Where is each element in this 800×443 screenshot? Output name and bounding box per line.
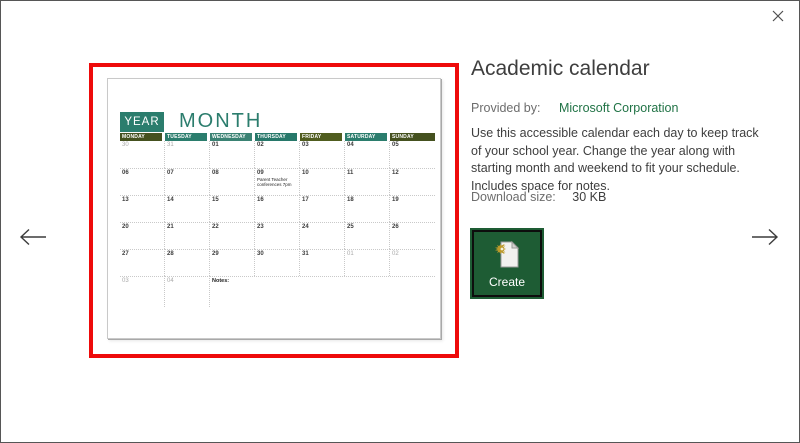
download-size-row	[471, 190, 606, 204]
arrow-right-icon	[751, 228, 779, 246]
calendar-grid	[120, 133, 435, 307]
calendar-date-cell: 13	[120, 195, 165, 222]
next-template-button[interactable]	[746, 222, 784, 252]
calendar-date-cell: 28	[165, 249, 210, 276]
calendar-date-cell: 01	[210, 141, 255, 168]
calendar-date-cell: 18	[345, 195, 390, 222]
template-preview	[107, 78, 441, 339]
calendar-date-cell: 29	[210, 249, 255, 276]
calendar-date-cell: 02	[390, 249, 435, 276]
calendar-date-cell: 12	[390, 168, 435, 195]
calendar-date-cell: 06	[120, 168, 165, 195]
calendar-date-cell: 23	[255, 222, 300, 249]
provided-by-label: Provided by:	[471, 101, 541, 115]
calendar-date-cell: 10	[300, 168, 345, 195]
calendar-date-cell: 08	[210, 168, 255, 195]
calendar-date-cell: 27	[120, 249, 165, 276]
calendar-date-cell: 16	[255, 195, 300, 222]
calendar-date-cell: 07	[165, 168, 210, 195]
calendar-year-label: YEAR	[120, 112, 164, 132]
calendar-date-cell: 31	[165, 141, 210, 168]
template-description: Use this accessible calendar each day to keep track of your school year. Change the year along with starting month and weekend to fit your schedule. Includes space for notes.	[471, 126, 759, 193]
calendar-date-cell: 14	[165, 195, 210, 222]
calendar-day-header: TUESDAY	[165, 133, 207, 141]
calendar-date-cell: 01	[345, 249, 390, 276]
template-title: Academic calendar	[471, 57, 650, 80]
calendar-date-cell: 25	[345, 222, 390, 249]
calendar-date-cell: 04	[345, 141, 390, 168]
calendar-date-cell: 26	[390, 222, 435, 249]
create-button[interactable]	[472, 230, 542, 297]
calendar-date-cell: 31	[300, 249, 345, 276]
calendar-date-cell: 02	[255, 141, 300, 168]
create-button-label: Create	[488, 275, 526, 289]
calendar-date-cell: 03	[120, 276, 165, 307]
close-button[interactable]	[766, 4, 790, 28]
download-size-value: 30 KB	[572, 190, 607, 204]
provider-link[interactable]: Microsoft Corporation	[558, 101, 679, 115]
calendar-date-cell: 04	[165, 276, 210, 307]
calendar-date-cell: 15	[210, 195, 255, 222]
calendar-day-header: MONDAY	[120, 133, 162, 141]
calendar-date-cell: 22	[210, 222, 255, 249]
calendar-date-cell: 09 Parent Teacher conferences 7pm	[255, 168, 300, 195]
previous-template-button[interactable]	[14, 222, 52, 252]
provided-by-row	[471, 101, 678, 115]
calendar-day-header: WEDNESDAY	[210, 133, 252, 141]
calendar-date-cell: 21	[165, 222, 210, 249]
calendar-month-label: MONTH	[179, 110, 263, 132]
calendar-date-cell: 30	[255, 249, 300, 276]
calendar-date-cell: 19	[390, 195, 435, 222]
document-icon	[493, 238, 521, 273]
calendar-notes-cell: Notes:	[210, 276, 435, 307]
calendar-day-header: SATURDAY	[345, 133, 387, 141]
calendar-date-cell: 20	[120, 222, 165, 249]
arrow-left-icon	[19, 228, 47, 246]
calendar-day-header: FRIDAY	[300, 133, 342, 141]
download-size-label: Download size:	[471, 190, 556, 204]
calendar-date-cell: 17	[300, 195, 345, 222]
calendar-date-cell: 30	[120, 141, 165, 168]
close-icon	[772, 10, 784, 22]
calendar-date-cell: 11	[345, 168, 390, 195]
calendar-date-cell: 03	[300, 141, 345, 168]
calendar-date-cell: 24	[300, 222, 345, 249]
calendar-day-header: THURSDAY	[255, 133, 297, 141]
calendar-date-cell: 05	[392, 142, 399, 148]
calendar-day-header: SUNDAY	[390, 133, 435, 141]
